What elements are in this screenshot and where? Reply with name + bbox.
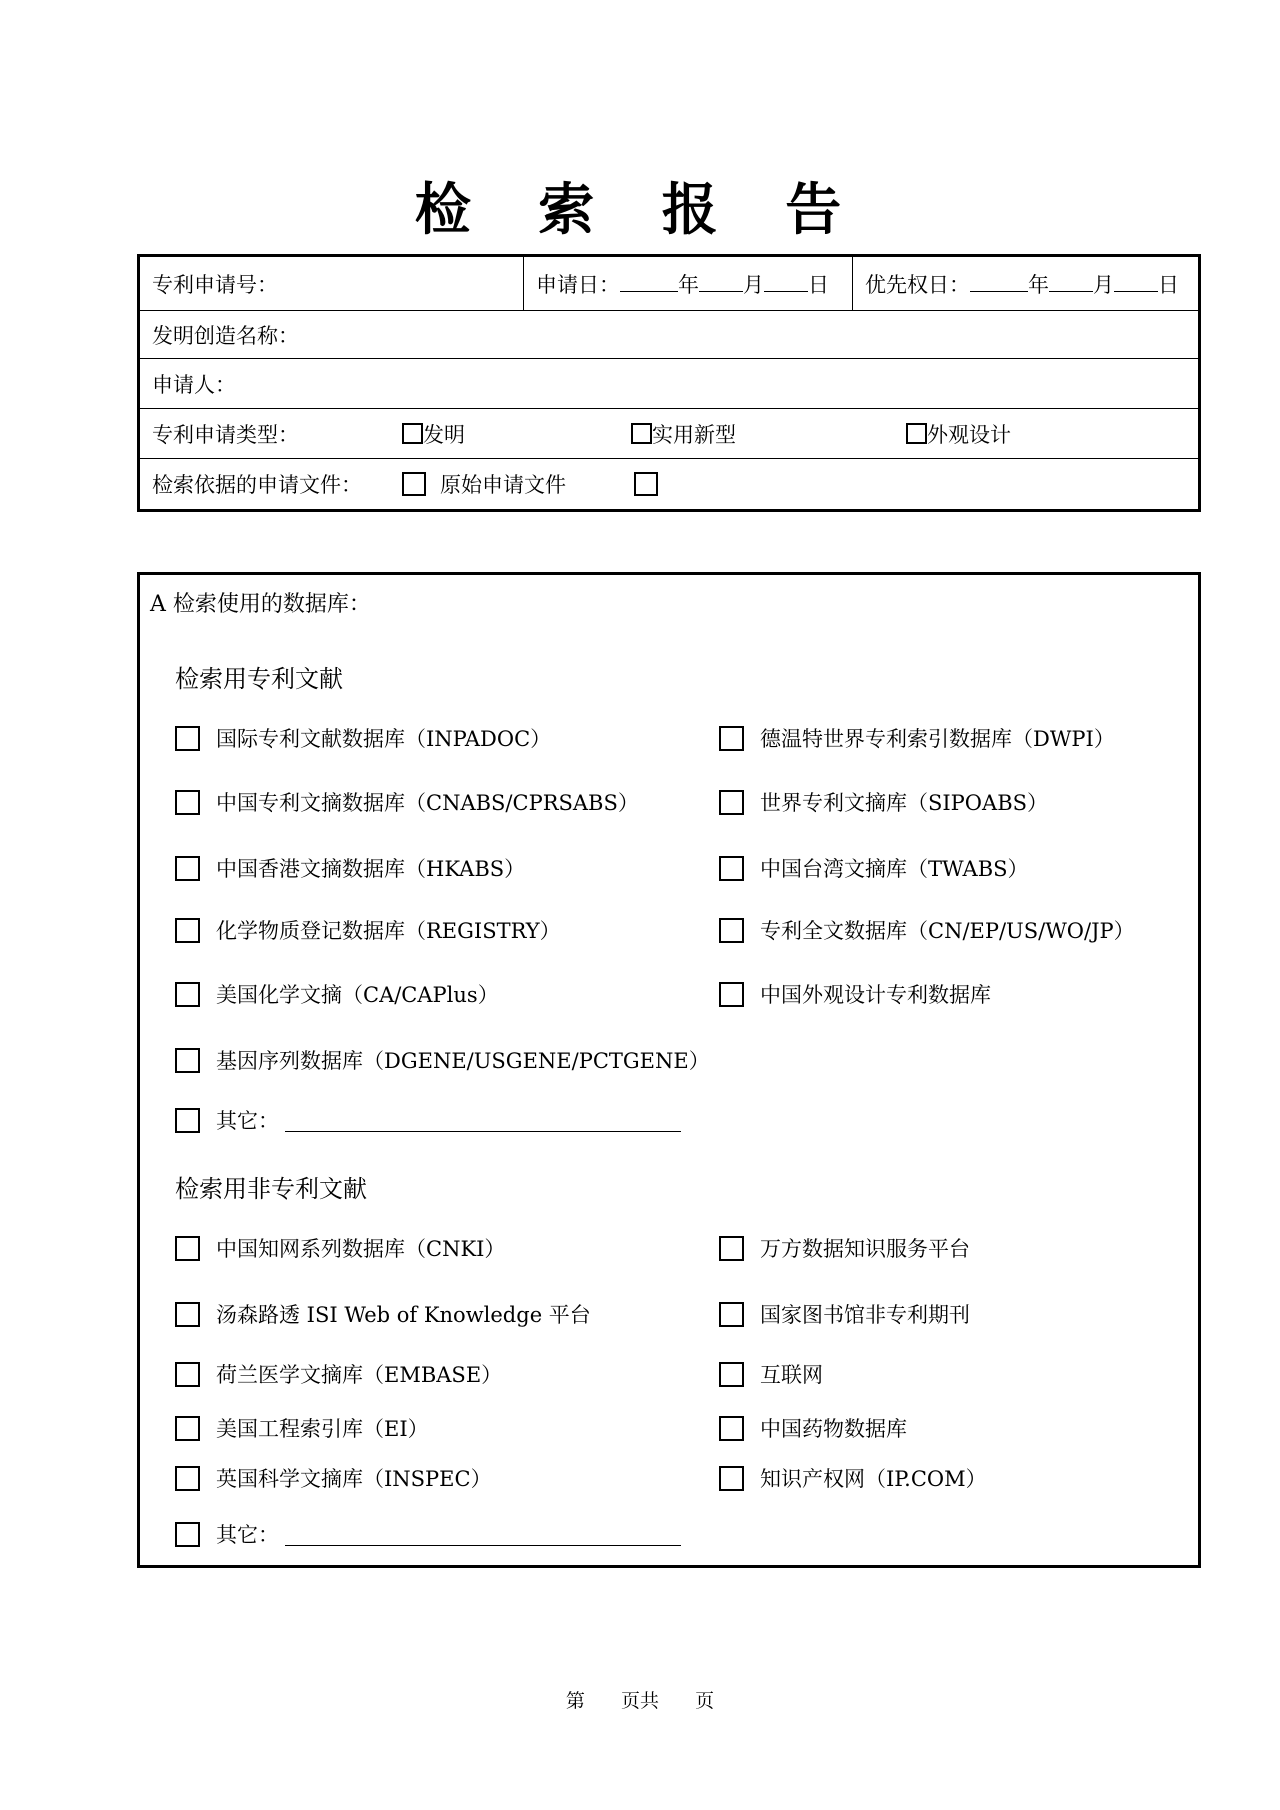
checkbox[interactable] (719, 1236, 744, 1261)
checkbox[interactable] (719, 982, 744, 1007)
db-internet[interactable]: 互联网 (719, 1359, 823, 1389)
row-search-basis (140, 459, 1198, 509)
db-twabs[interactable]: 中国台湾文摘库（TWABS） (719, 853, 1029, 883)
checkbox[interactable] (175, 1236, 200, 1261)
db-fulltext[interactable]: 专利全文数据库（CN/EP/US/WO/JP） (719, 915, 1135, 945)
invention-name-label: 发明创造名称： (152, 323, 299, 348)
priority-date-label: 优先权日： (865, 272, 970, 297)
priority-date-field[interactable]: 优先权日： 年 月 日 (865, 257, 1179, 310)
checkbox[interactable] (719, 1302, 744, 1327)
checkbox[interactable] (175, 918, 200, 943)
checkbox[interactable] (175, 1522, 200, 1547)
application-no-label: 专利申请号： (152, 272, 278, 297)
application-info-table (137, 254, 1201, 512)
checkbox[interactable] (719, 1466, 744, 1491)
db-cnki[interactable]: 中国知网系列数据库（CNKI） (175, 1233, 505, 1263)
footer-page-unit: 页共 (620, 1690, 659, 1712)
checkbox[interactable] (719, 726, 744, 751)
page-title: 检 索 报 告 (414, 178, 866, 243)
db-inpadoc[interactable]: 国际专利文献数据库（INPADOC） (175, 723, 551, 753)
checkbox[interactable] (175, 1362, 200, 1387)
filing-date-label: 申请日： (536, 272, 620, 297)
db-ip-com[interactable]: 知识产权网（IP.COM） (719, 1463, 987, 1493)
checkbox[interactable] (719, 790, 744, 815)
checkbox[interactable] (175, 790, 200, 815)
db-wanfang[interactable]: 万方数据知识服务平台 (719, 1233, 970, 1263)
db-sipoabs[interactable]: 世界专利文摘库（SIPOABS） (719, 787, 1048, 817)
basis-label: 检索依据的申请文件： (152, 473, 362, 497)
row-application-type (140, 409, 1198, 459)
patent-literature-heading: 检索用专利文献 (175, 665, 343, 693)
checkbox[interactable] (175, 1466, 200, 1491)
checkbox[interactable] (719, 918, 744, 943)
type-design-option[interactable]: 外观设计 (906, 409, 1011, 458)
checkbox[interactable] (402, 472, 426, 496)
db-inspec[interactable]: 英国科学文摘库（INSPEC） (175, 1463, 492, 1493)
type-label: 专利申请类型： (152, 422, 299, 447)
type-invention-option[interactable]: 发明 (402, 409, 465, 458)
checkbox[interactable] (175, 726, 200, 751)
applicant-label: 申请人： (152, 372, 236, 397)
db-nonpatent-other[interactable]: 其它： (175, 1519, 681, 1549)
checkbox[interactable] (175, 1048, 200, 1073)
db-nlc-journals[interactable]: 国家图书馆非专利期刊 (719, 1299, 970, 1329)
checkbox[interactable] (175, 856, 200, 881)
checkbox[interactable] (719, 1416, 744, 1441)
row-invention-name[interactable] (140, 311, 1198, 359)
row-application-dates (140, 257, 1198, 311)
application-no-field[interactable] (152, 257, 278, 310)
checkbox[interactable] (634, 472, 658, 496)
checkbox[interactable] (175, 1108, 200, 1133)
checkbox[interactable] (175, 982, 200, 1007)
footer-page: 第 (565, 1690, 585, 1712)
filing-date-field[interactable]: 申请日： 年 月 日 (536, 257, 829, 310)
other-input-line[interactable] (285, 1523, 681, 1546)
db-ei[interactable]: 美国工程索引库（EI） (175, 1413, 429, 1443)
db-embase[interactable]: 荷兰医学文摘库（EMBASE） (175, 1359, 502, 1389)
db-patent-other[interactable]: 其它： (175, 1105, 681, 1135)
checkbox[interactable] (906, 423, 927, 444)
db-cnabs[interactable]: 中国专利文摘数据库（CNABS/CPRSABS） (175, 787, 639, 817)
section-a-heading: A 检索使用的数据库： (150, 592, 371, 617)
row-applicant[interactable] (140, 359, 1198, 409)
db-registry[interactable]: 化学物质登记数据库（REGISTRY） (175, 915, 561, 945)
db-hkabs[interactable]: 中国香港文摘数据库（HKABS） (175, 853, 525, 883)
other-input-line[interactable] (285, 1109, 681, 1132)
checkbox[interactable] (175, 1302, 200, 1327)
checkbox[interactable] (719, 856, 744, 881)
checkbox[interactable] (402, 423, 423, 444)
checkbox[interactable] (631, 423, 652, 444)
db-cn-design[interactable]: 中国外观设计专利数据库 (719, 979, 991, 1009)
type-utility-model-option[interactable]: 实用新型 (631, 409, 736, 458)
footer-total-unit: 页 (695, 1690, 715, 1712)
nonpatent-literature-heading: 检索用非专利文献 (175, 1175, 367, 1203)
db-isi-wok[interactable]: 汤森路透 ISI Web of Knowledge 平台 (175, 1299, 591, 1329)
page-footer (0, 1686, 1280, 1713)
basis-other-option[interactable] (634, 459, 658, 509)
checkbox[interactable] (175, 1416, 200, 1441)
db-ca-caplus[interactable]: 美国化学文摘（CA/CAPlus） (175, 979, 499, 1009)
db-cn-drug[interactable]: 中国药物数据库 (719, 1413, 907, 1443)
section-a-databases (137, 572, 1201, 1568)
basis-original-option[interactable]: 原始申请文件 (402, 459, 566, 509)
checkbox[interactable] (719, 1362, 744, 1387)
db-dwpi[interactable]: 德温特世界专利索引数据库（DWPI） (719, 723, 1115, 753)
db-dgene[interactable]: 基因序列数据库（DGENE/USGENE/PCTGENE） (175, 1045, 710, 1075)
